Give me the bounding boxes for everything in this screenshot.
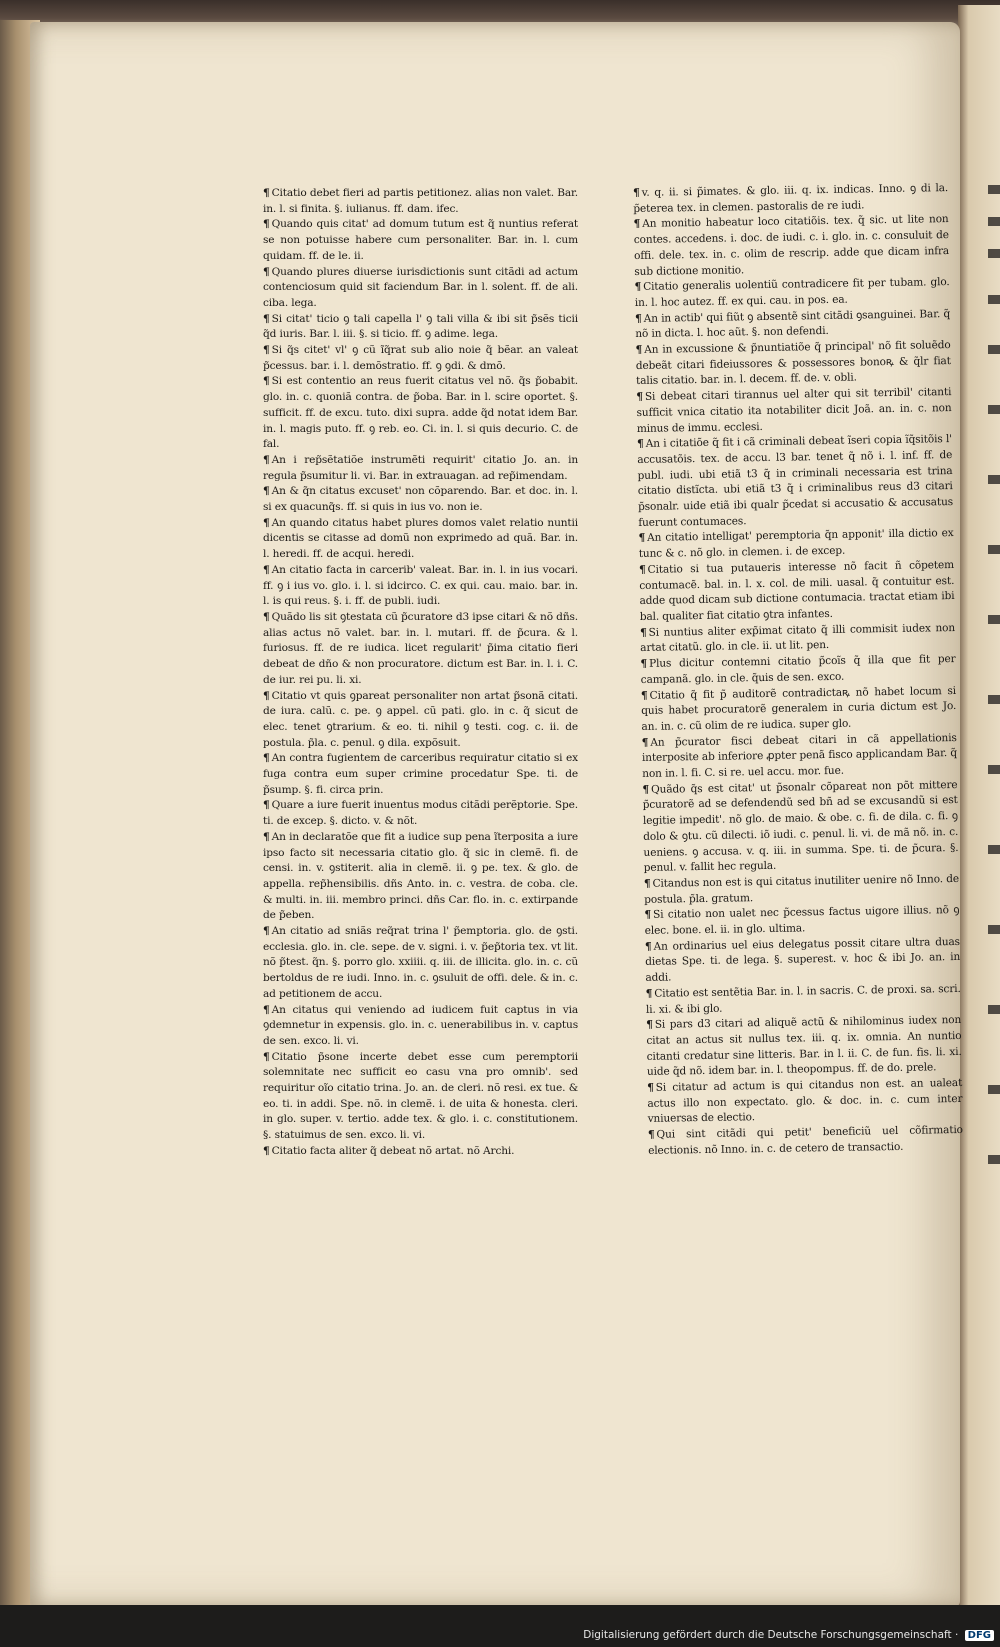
pilcrow-icon: ¶	[263, 610, 270, 623]
text-entry	[263, 217, 578, 264]
entry-text: An citatus qui veniendo ad iudicem fuit captus in via ꝯdemnetur in expensis. glo. in. c. uenerabilibus in. v. captus de sen. exco. li. vi.	[263, 1003, 578, 1047]
pilcrow-icon: ¶	[643, 877, 651, 890]
text-entry	[263, 186, 578, 217]
pilcrow-icon: ¶	[263, 187, 270, 199]
entry-text: Citatio generalis uolentiũ contradicere fit per tubam. glo. in. l. hoc autez. ff. ex qui. cau. in pos. ea.	[634, 276, 950, 309]
entry-text: Quando quis citat' ad domum tutum est q̃ nuntius referat se non potuisse habere cum personaliter. Bar. in. l. cum quidam. ff. de le. ii.	[263, 218, 578, 262]
text-entry	[263, 343, 578, 374]
pilcrow-icon: ¶	[263, 344, 270, 357]
entry-text: Quare a iure fuerit inuentus modus citãdi perẽptorie. Spe. ti. de excep. §. dicto. v. & nõt.	[263, 799, 578, 828]
pilcrow-icon: ¶	[636, 391, 644, 404]
bleed-text	[988, 695, 1000, 704]
text-entry	[645, 935, 961, 987]
bleed-text	[988, 765, 1000, 774]
pilcrow-icon: ¶	[263, 1003, 270, 1016]
pilcrow-icon: ¶	[263, 689, 270, 702]
entry-text: Si debeat citari tirannus uel alter qui sit terribil' citanti sufficit vnica citatio ita notabiliter dicit Joã. an. in. c. non minus de immu. ecclesi.	[636, 386, 952, 435]
entry-text: Citatio vt quis ꝯpareat personaliter non artat p̃sonã citati. de iura. calũ. c. pe. ꝯ appel. cũ pati. glo. in c. q̃ sicut de elec. tenet ꝯtrarium. & eo. ti. nihil ꝯ testi. cog. c. ii. de postula. p̃la. c. penul. ꝯ dila. expõsuit.	[263, 689, 578, 749]
digitization-credit	[583, 1629, 994, 1641]
text-entry	[644, 903, 959, 939]
entry-text: Si citatio non ualet nec p̃cessus factus uigore illius. nõ ꝯ elec. bone. el. ii. in glo. ultima.	[644, 904, 960, 937]
text-entry	[263, 1050, 578, 1144]
entry-text: An in excussione & p̃nuntiatiõe q̃ principal' nõ fit soluẽdo debeãt citari fideiussores & possessores bonoꝶ & q̃lr fiat talis citatio. bar. in. l. decem. ff. de. v. obli.	[635, 339, 951, 388]
text-entry	[648, 1123, 963, 1159]
text-entry	[263, 265, 578, 312]
entry-text: An citatio facta in carcerib' valeat. Bar. in. l. in ius vocari. ff. ꝯ i ius vo. glo. i. l. si idcirco. C. ex qui. cau. maio. bar. in. l. is qui reus. §. i. ff. de publi. iudi.	[263, 563, 578, 608]
entry-text: An citatio intelligat' peremptoria q̃n apponit' illa dictio ex tunc & c. nõ glo. in clemen. i. de excep.	[638, 527, 954, 561]
pilcrow-icon: ¶	[633, 186, 640, 199]
bleed-text	[988, 845, 1000, 854]
entry-text: Citatio p̃sone incerte debet esse cum peremptorii solemnitate nec sufficit eo casu vna pro omnib'. sed requiritur oĩo citatio trina. Jo. an. de cleri. nõ resi. ex tue. & eo. ti. in addi. Spe. nõ. in clemẽ. i. de uita & honesta. cleri. in glo. super. v. tertio. adde tex. & glo. i. c. constitutionem. §. statuimus de sen. exco. li. vi.	[263, 1050, 578, 1142]
bleed-text	[988, 1005, 1000, 1014]
dfg-logo: DFG	[965, 1630, 994, 1641]
text-entry	[263, 516, 578, 563]
next-page-edge	[958, 5, 1000, 1615]
bleed-text	[988, 295, 1000, 304]
bleed-text	[988, 545, 1000, 554]
text-entry	[263, 751, 578, 798]
entry-text: Citatio q̃ fit p̃ auditorẽ contradictaꝶ nõ habet locum si quis habet procuratorẽ generalem in curia dictum est Jo. an. in. c. cũ olim de re iudica. super glo.	[641, 684, 957, 733]
entry-text: Qui sint citãdi qui petit' beneficiũ uel cõfirmatio electionis. nõ Inno. in. c. de cetero de transactio.	[648, 1124, 963, 1157]
pilcrow-icon: ¶	[263, 485, 270, 498]
text-entry	[640, 652, 955, 688]
pilcrow-icon: ¶	[263, 265, 270, 278]
entry-text: Quãdo q̃s est citat' ut p̃sonalr cõpareat non põt mittere p̃curatorẽ ad se defendendũ sed bñ ad se excusandũ si est legitie impedit'. nõ glo. de maio. & obe. c. fi. de dila. c. fi. ꝯ dolo & ꝯtu. cũ dilecti. iõ iudi. c. penul. li. vi. de mã nõ. in. c. ueniens. ꝯ accusa. v. q. iii. in summa. Spe. ti. de p̃cura. §. penul. v. fallit hec regula.	[642, 778, 959, 875]
text-entry	[646, 982, 961, 1018]
pilcrow-icon: ¶	[263, 1144, 270, 1157]
pilcrow-icon: ¶	[635, 343, 643, 357]
pilcrow-icon: ¶	[263, 830, 270, 843]
bleed-text	[988, 1085, 1000, 1094]
entry-text: An i rep̃sẽtatiõe instrumẽti requirit' citatio Jo. an. in regula p̃sumitur li. vi. Bar. in extrauagan. ad rep̃imendam.	[263, 453, 578, 482]
text-entry	[263, 1144, 578, 1160]
bleed-text	[988, 925, 1000, 934]
entry-text: An citatio ad sniãs req̃rat trina l' p̃emptoria. glo. de ꝯsti. ecclesia. glo. in. cle. sepe. de v. signi. i. v. p̃ep̃toria tex. vt lit. nõ p̃test. q̃n. §. porro glo. xxiiii. q. iii. de illicita. glo. in. c. cũ bertoldus de re iudi. Inno. in. c. ꝯsuluit de offi. dele. & in. c. ad petitionem de accu.	[263, 925, 578, 1000]
text-entry	[641, 683, 957, 735]
pilcrow-icon: ¶	[263, 375, 270, 388]
bleed-text	[988, 1155, 1000, 1164]
entry-text: An i citatiõe q̃ fit i cã criminali debeat ĩseri copia ĩq̃sitõis l' accusatõis. tex. de accu. l3 bar. tenet q̃ nõ i. l. inf. ff. de publ. iudi. ubi etiã t3 q̃ in criminali necessaria est trina citatio distĩcta. ubi etiã t3 q̃ i criminalibus reus d3 citari p̃sonalr. uide etiã ibi qualr p̃cedat si accusatio & accusatus fuerunt contumaces.	[637, 433, 954, 529]
pilcrow-icon: ¶	[647, 1128, 655, 1142]
text-entry	[263, 830, 578, 924]
bleed-text	[988, 185, 1000, 194]
entry-text: Citatio debet fieri ad partis petitionez. alias non valet. Bar. in. l. si finita. §. iulianus. ff. dam. ifec.	[263, 187, 578, 215]
bleed-text	[988, 345, 1000, 354]
bleed-text	[988, 405, 1000, 414]
text-entry	[263, 924, 578, 1003]
pilcrow-icon: ¶	[634, 281, 642, 294]
entry-text: Quando plures diuerse iurisdictionis sunt citãdi ad actum contenciosum quid sit faciendum Bar. in l. solent. ff. de ali. ciba. lega.	[263, 265, 578, 309]
pilcrow-icon: ¶	[642, 783, 650, 796]
text-column-left	[263, 186, 578, 1160]
pilcrow-icon: ¶	[634, 312, 642, 325]
text-entry	[263, 484, 578, 515]
entry-text: Citatio facta aliter q̃ debeat nõ artat. nõ Archi.	[271, 1144, 515, 1157]
text-entry	[635, 338, 951, 390]
pilcrow-icon: ¶	[644, 940, 652, 953]
text-entry	[637, 432, 953, 531]
entry-text: Si pars d3 citari ad aliquẽ actũ & nihilominus iudex non citat an actus sit nullus tex. iii. q. ix. omnia. An nuntio citanti credatur sine litteris. Bar. in l. ii. C. de fun. fis. li. xi. uide q̃d nõ. idem bar. in. l. theopompus. ff. de do. prele.	[646, 1014, 962, 1079]
text-entry	[636, 385, 952, 437]
bleed-text	[988, 475, 1000, 484]
text-entry	[263, 1003, 578, 1050]
pilcrow-icon: ¶	[263, 752, 270, 765]
text-entry	[639, 558, 955, 626]
text-entry	[263, 798, 578, 829]
text-entry	[640, 621, 955, 657]
entry-text: An quando citatus habet plures domos valet relatio nuntii dicentis se citasse ad domũ non exprimedo ad quã. Bar. in. l. heredi. ff. de acqui. heredi.	[263, 516, 578, 561]
entry-text: An contra fugientem de carceribus requiratur citatio si ex fuga contra eum super crimine procedatur Spe. ti. de p̃sump. §. fi. circa prin.	[263, 752, 578, 796]
entry-text: Quãdo lis sit ꝯtestata cũ p̃curatore d3 ipse citari & nõ dñs. alias actus nõ valet. bar. in. l. mutari. ff. de p̃cura. & l. furiosus. ff. de re iudica. licet regularit' p̃ima citatio fieri debeat de dño & non procuratore. dictum est Bar. in. l. i. C. de iur. rei pu. li. xi.	[263, 610, 578, 686]
pilcrow-icon: ¶	[638, 532, 646, 545]
text-entry	[644, 872, 959, 908]
pilcrow-icon: ¶	[641, 736, 649, 749]
text-entry	[638, 526, 953, 562]
pilcrow-icon: ¶	[640, 689, 648, 702]
bleed-text	[988, 615, 1000, 624]
entry-text: An monitio habeatur loco citatiõis. tex. q̃ sic. ut lite non contes. accedens. i. doc. de iudi. c. i. glo. in. c. consuluit de offi. dele. tex. in. c. olim de rescrip. adde que dicam infra sub dictione monitio.	[633, 213, 950, 278]
pilcrow-icon: ¶	[636, 438, 644, 451]
text-entry	[647, 1076, 963, 1128]
pilcrow-icon: ¶	[263, 453, 270, 466]
pilcrow-icon: ¶	[263, 799, 270, 812]
bleed-text	[988, 217, 1000, 226]
text-entry	[263, 610, 578, 689]
entry-text: An p̃curator fisci debeat citari in cã appellationis interposite ab inferiore ꝓpter penã fisco applicandam Bar. q̃ non in. l. fi. C. si re. uel accu. mor. fue.	[641, 731, 958, 780]
text-column-right	[633, 181, 963, 1159]
bleed-text	[988, 249, 1000, 258]
entry-text: Plus dicitur contemni citatio p̃coĩs q̃ illa que fit per campanã. glo. in cle. q̃uis de sen. exco.	[640, 653, 956, 686]
pilcrow-icon: ¶	[645, 987, 653, 1000]
text-entry	[633, 181, 948, 217]
text-entry	[642, 731, 958, 783]
text-entry	[642, 778, 958, 877]
pilcrow-icon: ¶	[263, 563, 270, 576]
text-entry	[263, 563, 578, 610]
pilcrow-icon: ¶	[639, 626, 647, 639]
entry-text: Citatio si tua putaueris interesse nõ facit ñ cõpetem contumacẽ. bal. in. l. x. col. de mili. uasal. q̃ contuitur est. adde quod dicam sub dictione contumacia. tractat etiam ibi bal. qualiter fiat citatio ꝯtra infantes.	[639, 558, 955, 623]
credit-text: Digitalisierung gefördert durch die Deutsche Forschungsgemeinschaft ·	[583, 1629, 959, 1641]
pilcrow-icon: ¶	[263, 218, 270, 231]
entry-text: Citandus non est is qui citatus inutiliter uenire nõ Inno. de postula. p̃la. gratum.	[644, 872, 960, 906]
entry-text: Si citatur ad actum is qui citandus non est. an ualeat actus illo non expectato. glo. & doc. in. c. cum inter vniuersas de electio.	[647, 1077, 963, 1126]
entry-text: An in actib' qui fiũt ꝯ absentẽ sint citãdi ꝯsanguinei. Bar. q̃ nõ in dicta. l. hoc aũt. §. non defendi.	[635, 307, 951, 341]
entry-text: Si citat' ticio ꝯ tali capella l' ꝯ tali villa & ibi sit p̃sẽs ticii q̃d iuris. Bar. l. iii. §. si ticio. ff. ꝯ adime. lega.	[263, 312, 578, 341]
pilcrow-icon: ¶	[644, 909, 652, 922]
entry-text: Citatio est sentẽtia Bar. in. l. in sacris. C. de proxi. sa. scri. li. xi. & ibi glo.	[645, 982, 961, 1016]
entry-text: v. q. ii. si p̃imates. & glo. iii. q. ix. indicas. Inno. ꝯ di la. p̃eterea tex. in clemen. pastoralis de re iudi.	[633, 182, 949, 215]
pilcrow-icon: ¶	[263, 1050, 270, 1063]
pilcrow-icon: ¶	[640, 657, 648, 671]
entry-text: Si est contentio an reus fuerit citatus vel nõ. q̃s p̃obabit. glo. in. c. quoniã contra. de p̃oba. Bar. in l. scire oportet. §. sufficit. ff. de excu. tuto. dixi supra. adde q̃d notat idem Bar. in. l. magis puto. ff. ꝯ reb. eo. Ci. in. l. si quis decurio. C. de fal.	[263, 375, 578, 451]
entry-text: An in declaratõe que fit a iudice sup pena ĩterposita a iure ipso facto sit necessaria citatio glo. q̃ sic in clemẽ. fi. de censi. in. v. ꝯstiterit. alia in clemẽ. ii. ꝯ pe. tex. & glo. de appella. rep̃hensibilis. dñs Anto. in. c. vestra. de coba. cle. & multi. in. iii. membro princi. dñs Car. flo. in. c. extirpande de p̃eben.	[263, 830, 578, 922]
text-entry	[263, 374, 578, 453]
entry-text: An ordinarius uel eius delegatus possit citare ultra duas dietas Spe. ti. de lega. §. superest. v. hoc & ibi Jo. an. in addi.	[645, 935, 961, 985]
text-entry	[646, 1013, 962, 1081]
pilcrow-icon: ¶	[263, 516, 270, 529]
text-entry	[633, 212, 949, 280]
entry-text: Si q̃s citet' vl' ꝯ cũ ĩq̃rat sub alio noie q̃ bẽar. an valeat p̃cessus. bar. i. l. demõstratio. ff. ꝯ ꝯdi. & dmõ.	[263, 344, 578, 372]
text-entry	[635, 307, 950, 343]
text-entry	[263, 689, 578, 752]
pilcrow-icon: ¶	[633, 218, 641, 231]
pilcrow-icon: ¶	[263, 925, 270, 938]
entry-text: Si nuntius aliter exp̃imat citato q̃ illi commisit iudex non artat citatũ. glo. in cle. ii. ut lit. pen.	[640, 621, 956, 655]
pilcrow-icon: ¶	[263, 312, 270, 325]
entry-text: An & q̃n citatus excuset' non cõparendo. Bar. et doc. in. l. si ex quacunq̃s. ff. si quis in ius vo. non ie.	[263, 485, 578, 514]
text-entry	[263, 312, 578, 343]
text-entry	[634, 275, 949, 311]
text-entry	[263, 453, 578, 484]
pilcrow-icon: ¶	[646, 1019, 653, 1032]
pilcrow-icon: ¶	[647, 1081, 654, 1094]
pilcrow-icon: ¶	[638, 563, 646, 576]
